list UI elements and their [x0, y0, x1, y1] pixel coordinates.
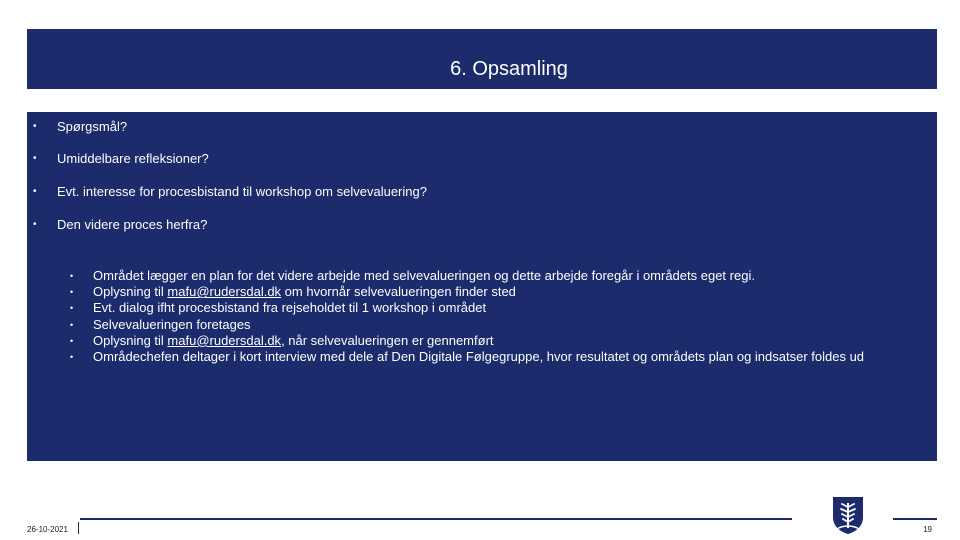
- list-item: [27, 182, 937, 202]
- list-item: [27, 215, 937, 235]
- question-text: Spørgsmål?: [57, 119, 128, 134]
- step-text: Områdechefen deltager i kort interview med dele af Den Digitale Følgegruppe, hvor resultatet og områdets plan og indsatser foldes ud: [93, 349, 865, 365]
- step-text: Oplysning til mafu@rudersdal.dk, når selvevalueringen er gennemført: [93, 332, 494, 348]
- bullet-icon: •: [70, 287, 74, 298]
- step-text: Oplysning til mafu@rudersdal.dk om hvornår selvevalueringen finder sted: [93, 284, 516, 300]
- bullet-icon: •: [33, 186, 37, 197]
- list-item: [27, 268, 937, 284]
- content-box: [27, 112, 937, 461]
- footer-divider-right: [893, 518, 937, 520]
- list-item: [27, 149, 937, 169]
- footer-divider: [80, 518, 792, 520]
- question-text: Den videre proces herfra?: [57, 217, 208, 232]
- list-item: [27, 317, 937, 333]
- email-link[interactable]: mafu@rudersdal.dk: [167, 284, 282, 300]
- title-bar: [27, 29, 937, 89]
- question-text: Umiddelbare refleksioner?: [57, 151, 209, 166]
- bullet-icon: •: [70, 303, 74, 314]
- next-steps-list: [27, 268, 937, 365]
- municipality-shield-icon: [831, 495, 865, 535]
- question-text: Evt. interesse for procesbistand til workshop om selvevaluering?: [57, 184, 427, 199]
- list-item: [27, 284, 937, 300]
- page-number: 19: [923, 525, 932, 534]
- slide-title: 6. Opsamling: [450, 58, 568, 80]
- step-text: Evt. dialog ifht procesbistand fra rejseholdet til 1 workshop i området: [93, 300, 487, 316]
- list-item: [27, 333, 937, 349]
- step-text: Området lægger en plan for det videre arbejde med selvevalueringen og dette arbejde foregår i områdets eget regi.: [93, 268, 755, 283]
- footer-separator: [78, 522, 79, 534]
- email-link[interactable]: mafu@rudersdal.dk: [167, 332, 282, 348]
- bullet-icon: •: [70, 335, 74, 346]
- bullet-icon: •: [70, 352, 74, 363]
- list-item: [27, 300, 937, 316]
- list-item: [27, 349, 937, 365]
- bullet-icon: •: [33, 153, 37, 164]
- bullet-icon: •: [70, 271, 74, 281]
- bullet-icon: •: [70, 319, 74, 330]
- bullet-icon: •: [33, 219, 37, 230]
- step-text: Selvevalueringen foretages: [93, 316, 251, 332]
- bullet-icon: •: [33, 121, 37, 132]
- list-item: [27, 117, 937, 137]
- footer-date: 26-10-2021: [27, 525, 68, 534]
